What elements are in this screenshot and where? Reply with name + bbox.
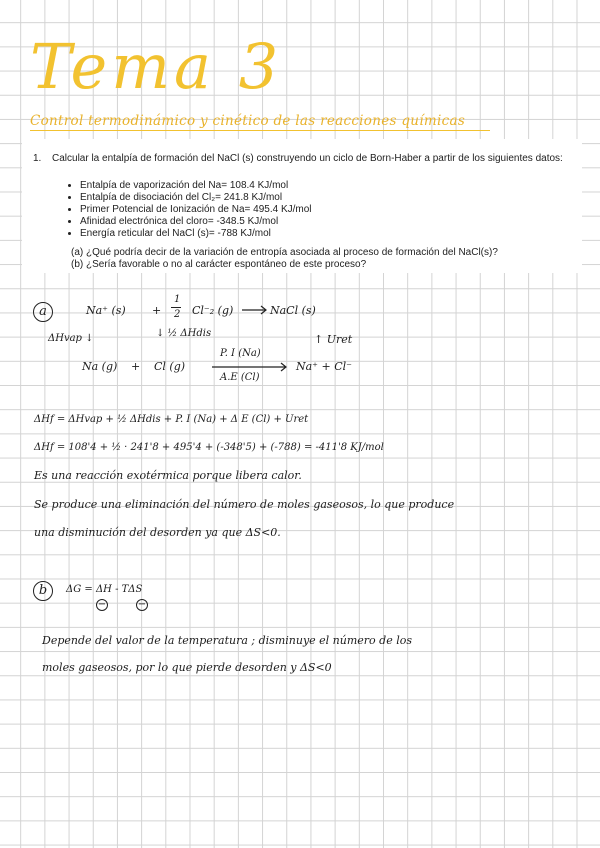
cycle-plus: + (131, 360, 141, 373)
enthalpy-calculation: ΔHf = 108'4 + ½ · 241'8 + 495'4 + (-348'5) + (-788) = -411'8 KJ/mol (34, 442, 384, 453)
cycle-affinity-label: A.E (Cl) (220, 372, 260, 383)
cycle-cl2: Cl⁻₂ (g) (192, 304, 234, 317)
entropy-note-2: una disminución del desorden ya que ΔS<0. (34, 526, 281, 539)
entropy-note-1: Se produce una eliminación del número de moles gaseosos, lo que produce (34, 498, 455, 511)
exothermic-note: Es una reacción exotérmica porque libera calor. (34, 469, 302, 482)
enthalpy-equation: ΔHf = ΔHvap + ½ ΔHdis + P. I (Na) + Δ E (Cl) + Uret (34, 414, 309, 425)
minus-sign-icon: − (137, 599, 147, 610)
data-item: • Energía reticular del NaCl (s)= -788 KJ/mol (80, 228, 312, 240)
gibbs-equation: ΔG = ΔH - TΔS (66, 584, 143, 595)
problem-statement: Calcular la entalpía de formación del NaCl (s) construyendo un ciclo de Born-Haber a partir de los siguientes datos: (52, 153, 563, 164)
cycle-uret: ↑ Uret (314, 333, 353, 346)
cycle-plus: + (152, 304, 162, 317)
cycle-na-plus: Na⁺ (s) (86, 304, 126, 317)
fraction-bar (171, 307, 181, 308)
page-title: Tema 3 (30, 30, 283, 103)
question-b: (b) ¿Sería favorable o no al carácter espontáneo de este proceso? (71, 259, 367, 270)
cycle-na-gas: Na (g) (82, 360, 118, 373)
data-item: • Entalpía de vaporización del Na= 108.4 KJ/mol (80, 180, 312, 192)
ionization-arrow-icon (212, 362, 288, 372)
data-item: • Afinidad electrónica del cloro= -348.5 KJ/mol (80, 216, 312, 228)
part-b-label: b (33, 581, 53, 601)
cycle-ionization-label: P. I (Na) (220, 348, 261, 359)
data-item: • Entalpía de disociación del Cl₂= 241.8 KJ/mol (80, 192, 312, 204)
minus-sign-icon: − (97, 599, 107, 610)
cycle-dhvap: ΔHvap ↓ (48, 333, 94, 344)
problem-box (22, 139, 582, 273)
cycle-half-dhdis: ↓ ½ ΔHdis (156, 328, 212, 339)
temperature-note-2: moles gaseosos, por lo que pierde desorden y ΔS<0 (42, 661, 332, 674)
temperature-note-1: Depende del valor de la temperatura ; disminuye el número de los (42, 634, 413, 647)
cycle-ions: Na⁺ + Cl⁻ (296, 360, 352, 373)
problem-data-list (68, 180, 312, 240)
cycle-cl-gas: Cl (g) (154, 360, 186, 373)
data-item: • Primer Potencial de Ionización de Na= 495.4 KJ/mol (80, 204, 312, 216)
page-subtitle: Control termodinámico y cinético de las reacciones químicas (30, 113, 466, 129)
subtitle-underline (30, 130, 490, 131)
part-a-label: a (33, 302, 53, 322)
problem-number: 1. (33, 153, 42, 164)
reaction-arrow-icon (242, 305, 268, 315)
cycle-nacl: NaCl (s) (270, 304, 316, 317)
question-a: (a) ¿Qué podría decir de la variación de entropía asociada al proceso de formación del NaCl(s)? (71, 247, 498, 258)
cycle-half-den: 2 (174, 309, 181, 320)
cycle-half-num: 1 (174, 294, 181, 305)
